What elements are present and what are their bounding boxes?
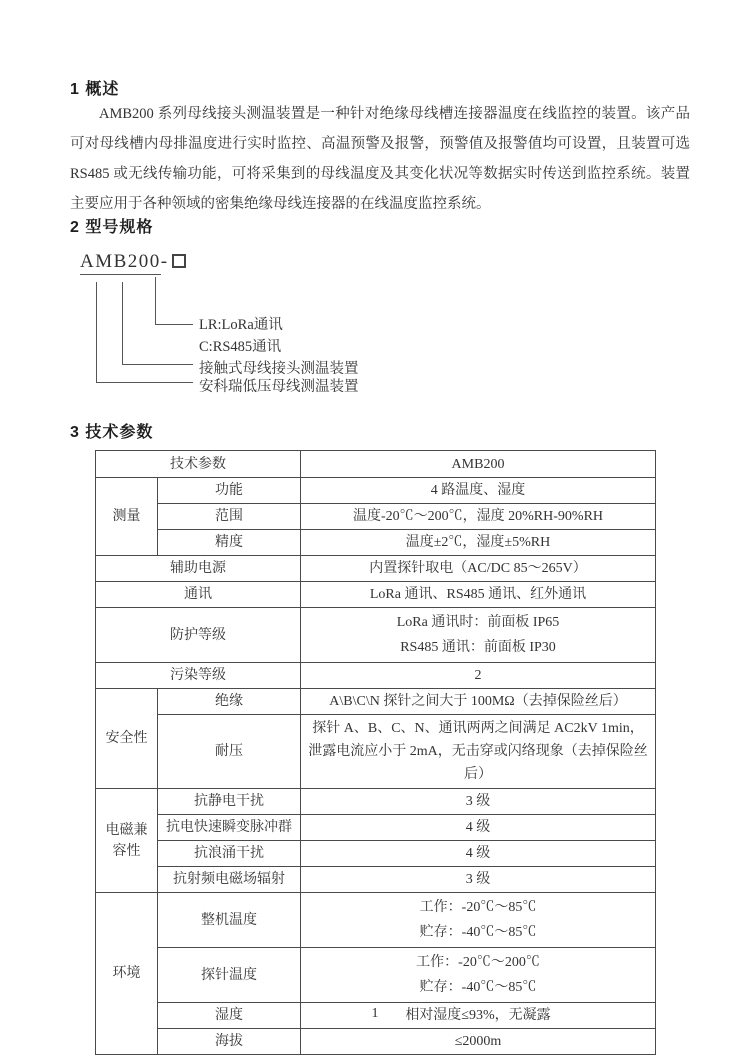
model-brand-label: 安科瑞低压母线测温装置 (199, 379, 359, 395)
value-cell-accuracy: 温度±2℃，湿度±5%RH (301, 530, 656, 556)
value-cell-machine-temp (301, 893, 656, 948)
machine-temp-line2: 贮存：-40℃～85℃ (419, 925, 537, 940)
protection-value-line1: LoRa 通讯时：前面板 IP65 (396, 615, 560, 630)
table-row (96, 530, 656, 556)
table-row (96, 556, 656, 582)
table-row (96, 608, 656, 663)
value-cell-protection (301, 608, 656, 663)
technical-parameters-table (95, 450, 656, 1055)
page-number: 1 (371, 1006, 379, 1021)
model-placeholder-box-icon (172, 254, 186, 268)
param-cell-humidity: 湿度 (158, 1003, 301, 1029)
model-type-label: 接触式母线接头测温装置 (199, 361, 359, 377)
connector-line-comm (155, 277, 193, 325)
param-cell-protection: 防护等级 (96, 608, 301, 663)
table-row (96, 1029, 656, 1055)
value-cell-esd: 3 级 (301, 789, 656, 815)
param-cell-machine-temp: 整机温度 (158, 893, 301, 948)
table-row (96, 815, 656, 841)
protection-value-line2: RS485 通讯：前面板 IP30 (400, 640, 556, 655)
param-cell-communication: 通讯 (96, 582, 301, 608)
category-cell-environment: 环境 (96, 893, 158, 1055)
value-cell-rf-field: 3 级 (301, 867, 656, 893)
param-cell-withstand-voltage: 耐压 (158, 715, 301, 789)
value-cell-aux-power: 内置探针取电（AC/DC 85～265V） (301, 556, 656, 582)
table-row (96, 948, 656, 1003)
model-code (80, 251, 186, 273)
value-cell-insulation: A\B\C\N 探针之间大于 100MΩ（去掉保险丝后） (301, 689, 656, 715)
value-cell-range: 温度-20℃～200℃，湿度 20%RH-90%RH (301, 504, 656, 530)
machine-temp-line1: 工作：-20℃～85℃ (419, 900, 537, 915)
category-cell-measure: 测量 (96, 478, 158, 556)
table-row (96, 715, 656, 789)
category-cell-safety: 安全性 (96, 689, 158, 789)
table-row (96, 478, 656, 504)
param-cell-rf-field: 抗射频电磁场辐射 (158, 867, 301, 893)
table-header-row (96, 451, 656, 478)
table-row (96, 663, 656, 689)
model-comm-option-rs485: C:RS485通讯 (199, 339, 282, 355)
model-code-series: 200 (128, 251, 161, 275)
model-comm-options (199, 314, 283, 358)
model-comm-option-lora: LR:LoRa通讯 (199, 317, 283, 333)
param-cell-aux-power: 辅助电源 (96, 556, 301, 582)
value-cell-communication: LoRa 通讯、RS485 通讯、红外通讯 (301, 582, 656, 608)
param-cell-pollution: 污染等级 (96, 663, 301, 689)
value-cell-eft: 4 级 (301, 815, 656, 841)
value-cell-function: 4 路温度、湿度 (301, 478, 656, 504)
value-cell-pollution: 2 (301, 663, 656, 689)
section-heading-specs: 3 技术参数 (70, 424, 154, 441)
table-header-param: 技术参数 (96, 451, 301, 478)
param-cell-function: 功能 (158, 478, 301, 504)
value-cell-surge: 4 级 (301, 841, 656, 867)
param-cell-eft: 抗电快速瞬变脉冲群 (158, 815, 301, 841)
table-row (96, 841, 656, 867)
section-heading-overview: 1 概述 (70, 81, 120, 98)
probe-temp-line1: 工作：-20℃～200℃ (416, 955, 540, 970)
value-cell-humidity: 相对湿度≤93%，无凝露 (301, 1003, 656, 1029)
param-cell-altitude: 海拔 (158, 1029, 301, 1055)
param-cell-accuracy: 精度 (158, 530, 301, 556)
table-row (96, 867, 656, 893)
table-row (96, 893, 656, 948)
param-cell-insulation: 绝缘 (158, 689, 301, 715)
param-cell-surge: 抗浪涌干扰 (158, 841, 301, 867)
table-row (96, 689, 656, 715)
param-cell-probe-temp: 探针温度 (158, 948, 301, 1003)
category-cell-emc: 电磁兼容性 (96, 789, 158, 893)
value-cell-probe-temp (301, 948, 656, 1003)
model-code-dash: - (160, 251, 169, 272)
section-heading-model: 2 型号规格 (70, 219, 154, 236)
model-code-prefix: AMB (80, 251, 128, 275)
table-row (96, 504, 656, 530)
param-cell-esd: 抗静电干扰 (158, 789, 301, 815)
value-cell-withstand-voltage: 探针 A、B、C、N、通讯两两之间满足 AC2kV 1min，泄露电流应小于 2mA，无击穿或闪络现象（去掉保险丝后） (301, 715, 656, 789)
overview-paragraph: AMB200 系列母线接头测温装置是一种针对绝缘母线槽连接器温度在线监控的装置。该产品可对母线槽内母排温度进行实时监控、高温预警及报警，预警值及报警值均可设置，且装置可选 RS485 或无线传输功能，可将采集到的母线温度及其变化状况等数据实时传送到监控系统。装置主要应用于各种领域的密集绝缘母线连接器的在线温度监控系统。 (70, 106, 690, 212)
table-row (96, 789, 656, 815)
table-row (96, 582, 656, 608)
table-header-value: AMB200 (301, 451, 656, 478)
param-cell-range: 范围 (158, 504, 301, 530)
probe-temp-line2: 贮存：-40℃～85℃ (419, 980, 537, 995)
value-cell-altitude: ≤2000m (301, 1029, 656, 1055)
